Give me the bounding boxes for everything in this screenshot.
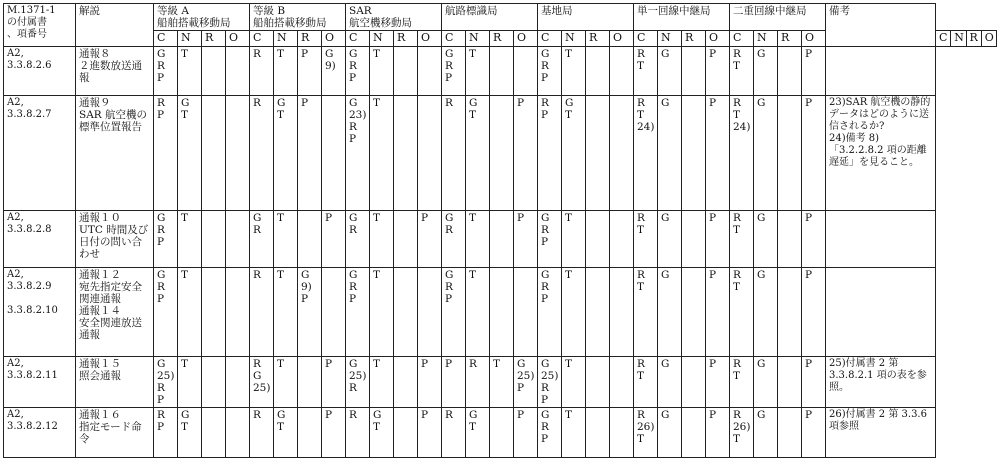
capability-cell: R T xyxy=(634,47,658,96)
capability-cell: G R P xyxy=(538,408,562,458)
row-note xyxy=(826,47,936,96)
capability-cell xyxy=(226,268,250,357)
capability-cell xyxy=(610,268,634,357)
capability-cell xyxy=(394,211,418,268)
capability-cell: G T xyxy=(370,408,394,458)
row-description: 通報１０ UTC 時間及び日付の問い合わせ xyxy=(76,211,154,268)
capability-cell: G R xyxy=(442,211,466,268)
capability-cell xyxy=(418,47,442,96)
capability-cell: R P xyxy=(154,96,178,211)
capability-cell: G T xyxy=(562,96,586,211)
station-capability-table xyxy=(3,3,997,458)
header-ref: M.1371-1 の付属書 、項番号 xyxy=(4,4,76,47)
capability-cell xyxy=(586,357,610,408)
capability-cell: P xyxy=(802,96,826,211)
capability-cell: G xyxy=(658,408,682,458)
capability-cell: T xyxy=(274,268,298,357)
capability-cell: R T xyxy=(730,268,754,357)
capability-cell: R G 25) xyxy=(250,357,274,408)
capability-cell: G R P xyxy=(538,47,562,96)
capability-cell: G T xyxy=(466,408,490,458)
capability-cell: G 23) R P xyxy=(346,96,370,211)
capability-cell xyxy=(226,47,250,96)
capability-cell xyxy=(586,211,610,268)
capability-cell: G 25) R P xyxy=(154,357,178,408)
capability-cell xyxy=(682,357,706,408)
capability-cell: G xyxy=(754,268,778,357)
capability-cell: G T xyxy=(274,96,298,211)
capability-cell: T xyxy=(562,268,586,357)
capability-cell: P xyxy=(322,211,346,268)
capability-cell: T xyxy=(178,211,202,268)
header-note: 備考 xyxy=(826,4,936,47)
capability-cell xyxy=(322,268,346,357)
capability-cell: P xyxy=(706,96,730,211)
capability-cell xyxy=(778,211,802,268)
capability-cell: T xyxy=(562,211,586,268)
capability-cell xyxy=(778,47,802,96)
capability-cell: G xyxy=(754,211,778,268)
capability-cell: G xyxy=(754,47,778,96)
capability-cell: G R P xyxy=(538,211,562,268)
sub-n: N xyxy=(951,31,966,47)
sub-n: N xyxy=(274,31,298,47)
capability-cell: R P xyxy=(154,408,178,458)
capability-cell: P xyxy=(418,211,442,268)
sub-n: N xyxy=(466,31,490,47)
sub-r: R xyxy=(586,31,610,47)
capability-cell: T xyxy=(370,357,394,408)
header-desc: 解説 xyxy=(76,4,154,47)
capability-cell xyxy=(610,96,634,211)
row-note: 26)付属書 2 第 3.3.6 項参照 xyxy=(826,408,936,458)
row-note xyxy=(826,268,936,357)
capability-cell: P xyxy=(322,408,346,458)
capability-cell xyxy=(610,357,634,408)
sub-r: R xyxy=(490,31,514,47)
sub-r: R xyxy=(682,31,706,47)
capability-cell: P xyxy=(442,357,466,408)
row-note xyxy=(826,211,936,268)
sub-r: R xyxy=(202,31,226,47)
capability-cell: G R P xyxy=(346,268,370,357)
capability-cell xyxy=(490,47,514,96)
row-ref: A2, 3.3.8.2.7 xyxy=(4,96,76,211)
capability-cell: P xyxy=(418,408,442,458)
capability-cell: G xyxy=(658,211,682,268)
capability-cell: G xyxy=(754,408,778,458)
capability-cell: P xyxy=(802,268,826,357)
capability-cell: P xyxy=(514,211,538,268)
capability-cell xyxy=(682,47,706,96)
capability-cell: G 9) xyxy=(322,47,346,96)
capability-cell: G xyxy=(754,96,778,211)
capability-cell: R T xyxy=(730,211,754,268)
row-ref: A2, 3.3.8.2.6 xyxy=(4,47,76,96)
table-row xyxy=(4,268,997,357)
table-row xyxy=(4,211,997,268)
capability-cell: P xyxy=(706,357,730,408)
capability-cell: T xyxy=(370,211,394,268)
row-ref: A2, 3.3.8.2.11 xyxy=(4,357,76,408)
capability-cell: T xyxy=(178,47,202,96)
capability-cell: T xyxy=(274,47,298,96)
capability-cell: G xyxy=(754,357,778,408)
sub-c: C xyxy=(538,31,562,47)
sub-o: O xyxy=(610,31,634,47)
capability-cell: P xyxy=(514,96,538,211)
sub-c: C xyxy=(346,31,370,47)
header-group-base: 基地局 xyxy=(538,4,634,31)
capability-cell: R xyxy=(250,268,274,357)
sub-o: O xyxy=(322,31,346,47)
capability-cell xyxy=(682,268,706,357)
capability-cell: G R P xyxy=(154,211,178,268)
capability-cell: G R xyxy=(346,211,370,268)
capability-cell xyxy=(322,96,346,211)
capability-cell xyxy=(394,47,418,96)
capability-cell xyxy=(682,408,706,458)
capability-cell xyxy=(394,268,418,357)
capability-cell xyxy=(778,408,802,458)
sub-n: N xyxy=(658,31,682,47)
row-description: 通報９ SAR 航空機の標準位置報告 xyxy=(76,96,154,211)
sub-c: C xyxy=(250,31,274,47)
capability-cell: T xyxy=(178,357,202,408)
row-ref: A2, 3.3.8.2.9 3.3.8.2.10 xyxy=(4,268,76,357)
row-ref: A2, 3.3.8.2.8 xyxy=(4,211,76,268)
capability-cell xyxy=(226,211,250,268)
capability-cell: P xyxy=(298,47,322,96)
capability-cell: T xyxy=(562,47,586,96)
capability-cell xyxy=(586,268,610,357)
capability-cell: G 9) P xyxy=(298,268,322,357)
sub-c: C xyxy=(634,31,658,47)
capability-cell xyxy=(226,408,250,458)
sub-n: N xyxy=(562,31,586,47)
table-body xyxy=(4,47,997,458)
capability-cell: R T xyxy=(634,268,658,357)
capability-cell: G xyxy=(658,96,682,211)
capability-cell xyxy=(418,96,442,211)
capability-cell xyxy=(394,96,418,211)
capability-cell xyxy=(226,357,250,408)
capability-cell: P xyxy=(706,408,730,458)
capability-cell: G R P xyxy=(442,268,466,357)
capability-cell xyxy=(226,96,250,211)
capability-cell: P xyxy=(802,357,826,408)
capability-cell xyxy=(418,268,442,357)
capability-cell xyxy=(778,268,802,357)
capability-cell xyxy=(490,268,514,357)
capability-cell xyxy=(490,408,514,458)
capability-cell xyxy=(394,408,418,458)
capability-cell: P xyxy=(802,47,826,96)
capability-cell: P xyxy=(514,408,538,458)
capability-cell xyxy=(490,96,514,211)
capability-cell: R xyxy=(466,357,490,408)
capability-cell: T xyxy=(274,211,298,268)
capability-cell: G T xyxy=(178,408,202,458)
capability-cell: R T xyxy=(730,47,754,96)
capability-cell: G R P xyxy=(154,268,178,357)
row-description: 通報１２ 宛先指定安全関連通報 通報１４ 安全関連放送通報 xyxy=(76,268,154,357)
capability-cell xyxy=(394,357,418,408)
capability-cell xyxy=(202,268,226,357)
table-row xyxy=(4,47,997,96)
capability-cell: T xyxy=(370,47,394,96)
capability-cell: G 25) P xyxy=(514,357,538,408)
header-group-sar: SAR 航空機移動局 xyxy=(346,4,442,31)
capability-cell: R T xyxy=(634,211,658,268)
capability-cell: G R P xyxy=(442,47,466,96)
capability-cell: G T xyxy=(274,408,298,458)
table-row xyxy=(4,357,997,408)
capability-cell: R xyxy=(442,408,466,458)
sub-o: O xyxy=(514,31,538,47)
document-page xyxy=(3,3,997,464)
row-note: 23)SAR 航空機の静的データはどのように送信されるか? 24)備考 8) 「3.2.2.8.2 項の距離遅延」を見ること。 xyxy=(826,96,936,211)
sub-n: N xyxy=(370,31,394,47)
capability-cell xyxy=(682,96,706,211)
row-description: 通報８ ２進数放送通報 xyxy=(76,47,154,96)
capability-cell: R xyxy=(442,96,466,211)
capability-cell: T xyxy=(562,357,586,408)
capability-cell: R T 24) xyxy=(730,96,754,211)
capability-cell: T xyxy=(562,408,586,458)
capability-cell: G R P xyxy=(538,268,562,357)
sub-r: R xyxy=(778,31,802,47)
capability-cell: G R P xyxy=(154,47,178,96)
sub-o: O xyxy=(802,31,826,47)
capability-cell xyxy=(610,211,634,268)
capability-cell xyxy=(514,268,538,357)
capability-cell xyxy=(586,408,610,458)
capability-cell xyxy=(778,96,802,211)
table-row xyxy=(4,96,997,211)
header-group-simplex-repeater: 単一回線中継局 xyxy=(634,4,730,31)
capability-cell: R xyxy=(250,47,274,96)
capability-cell xyxy=(586,96,610,211)
capability-cell: G xyxy=(658,268,682,357)
capability-cell: R T xyxy=(634,357,658,408)
header-group-class-b: 等級 B 船舶搭載移動局 xyxy=(250,4,346,31)
capability-cell xyxy=(778,357,802,408)
row-description: 通報１６ 指定モード命令 xyxy=(76,408,154,458)
capability-cell xyxy=(586,47,610,96)
capability-cell xyxy=(514,47,538,96)
sub-o: O xyxy=(418,31,442,47)
capability-cell: T xyxy=(370,268,394,357)
capability-cell: P xyxy=(706,47,730,96)
capability-cell: P xyxy=(802,408,826,458)
sub-o: O xyxy=(706,31,730,47)
capability-cell: G xyxy=(658,47,682,96)
sub-n: N xyxy=(754,31,778,47)
capability-cell: T xyxy=(466,268,490,357)
capability-cell xyxy=(202,357,226,408)
capability-cell: R 26) T xyxy=(730,408,754,458)
capability-cell xyxy=(682,211,706,268)
capability-cell xyxy=(202,96,226,211)
capability-cell: T xyxy=(178,268,202,357)
capability-cell: T xyxy=(466,211,490,268)
capability-cell: G R P xyxy=(346,47,370,96)
header-group-class-a: 等級 A 船舶搭載移動局 xyxy=(154,4,250,31)
sub-r: R xyxy=(394,31,418,47)
capability-cell xyxy=(610,408,634,458)
capability-cell: R xyxy=(346,408,370,458)
capability-cell: R P xyxy=(538,96,562,211)
capability-cell xyxy=(298,357,322,408)
header-group-aton: 航路標識局 xyxy=(442,4,538,31)
capability-cell: T xyxy=(370,96,394,211)
capability-cell: G R xyxy=(250,211,274,268)
sub-o: O xyxy=(226,31,250,47)
sub-r: R xyxy=(298,31,322,47)
capability-cell: P xyxy=(322,357,346,408)
capability-cell xyxy=(610,47,634,96)
capability-cell: R T 24) xyxy=(634,96,658,211)
capability-cell: R T xyxy=(730,357,754,408)
sub-n: N xyxy=(178,31,202,47)
capability-cell: R 26) T xyxy=(634,408,658,458)
row-description: 通報１５ 照会通報 xyxy=(76,357,154,408)
capability-cell: T xyxy=(490,357,514,408)
capability-cell: P xyxy=(418,357,442,408)
table-row xyxy=(4,408,997,458)
row-note: 25)付属書 2 第 3.3.8.2.1 項の表を参照。 xyxy=(826,357,936,408)
capability-cell xyxy=(298,408,322,458)
capability-cell: T xyxy=(466,47,490,96)
capability-cell: R xyxy=(250,96,274,211)
capability-cell xyxy=(298,211,322,268)
capability-cell: G 25) R P xyxy=(538,357,562,408)
capability-cell: R xyxy=(250,408,274,458)
sub-c: C xyxy=(730,31,754,47)
sub-o: O xyxy=(981,31,996,47)
capability-cell xyxy=(202,408,226,458)
capability-cell: T xyxy=(274,357,298,408)
sub-c: C xyxy=(936,31,951,47)
capability-cell xyxy=(490,211,514,268)
row-ref: A2, 3.3.8.2.12 xyxy=(4,408,76,458)
capability-cell: G T xyxy=(178,96,202,211)
capability-cell: G T xyxy=(466,96,490,211)
header-group-duplex-repeater: 二重回線中継局 xyxy=(730,4,826,31)
capability-cell xyxy=(202,211,226,268)
capability-cell: P xyxy=(298,96,322,211)
capability-cell: G xyxy=(658,357,682,408)
sub-c: C xyxy=(442,31,466,47)
capability-cell: P xyxy=(706,211,730,268)
capability-cell: G 25) R xyxy=(346,357,370,408)
sub-c: C xyxy=(154,31,178,47)
capability-cell xyxy=(202,47,226,96)
capability-cell: P xyxy=(706,268,730,357)
capability-cell: P xyxy=(802,211,826,268)
sub-r: R xyxy=(966,31,981,47)
